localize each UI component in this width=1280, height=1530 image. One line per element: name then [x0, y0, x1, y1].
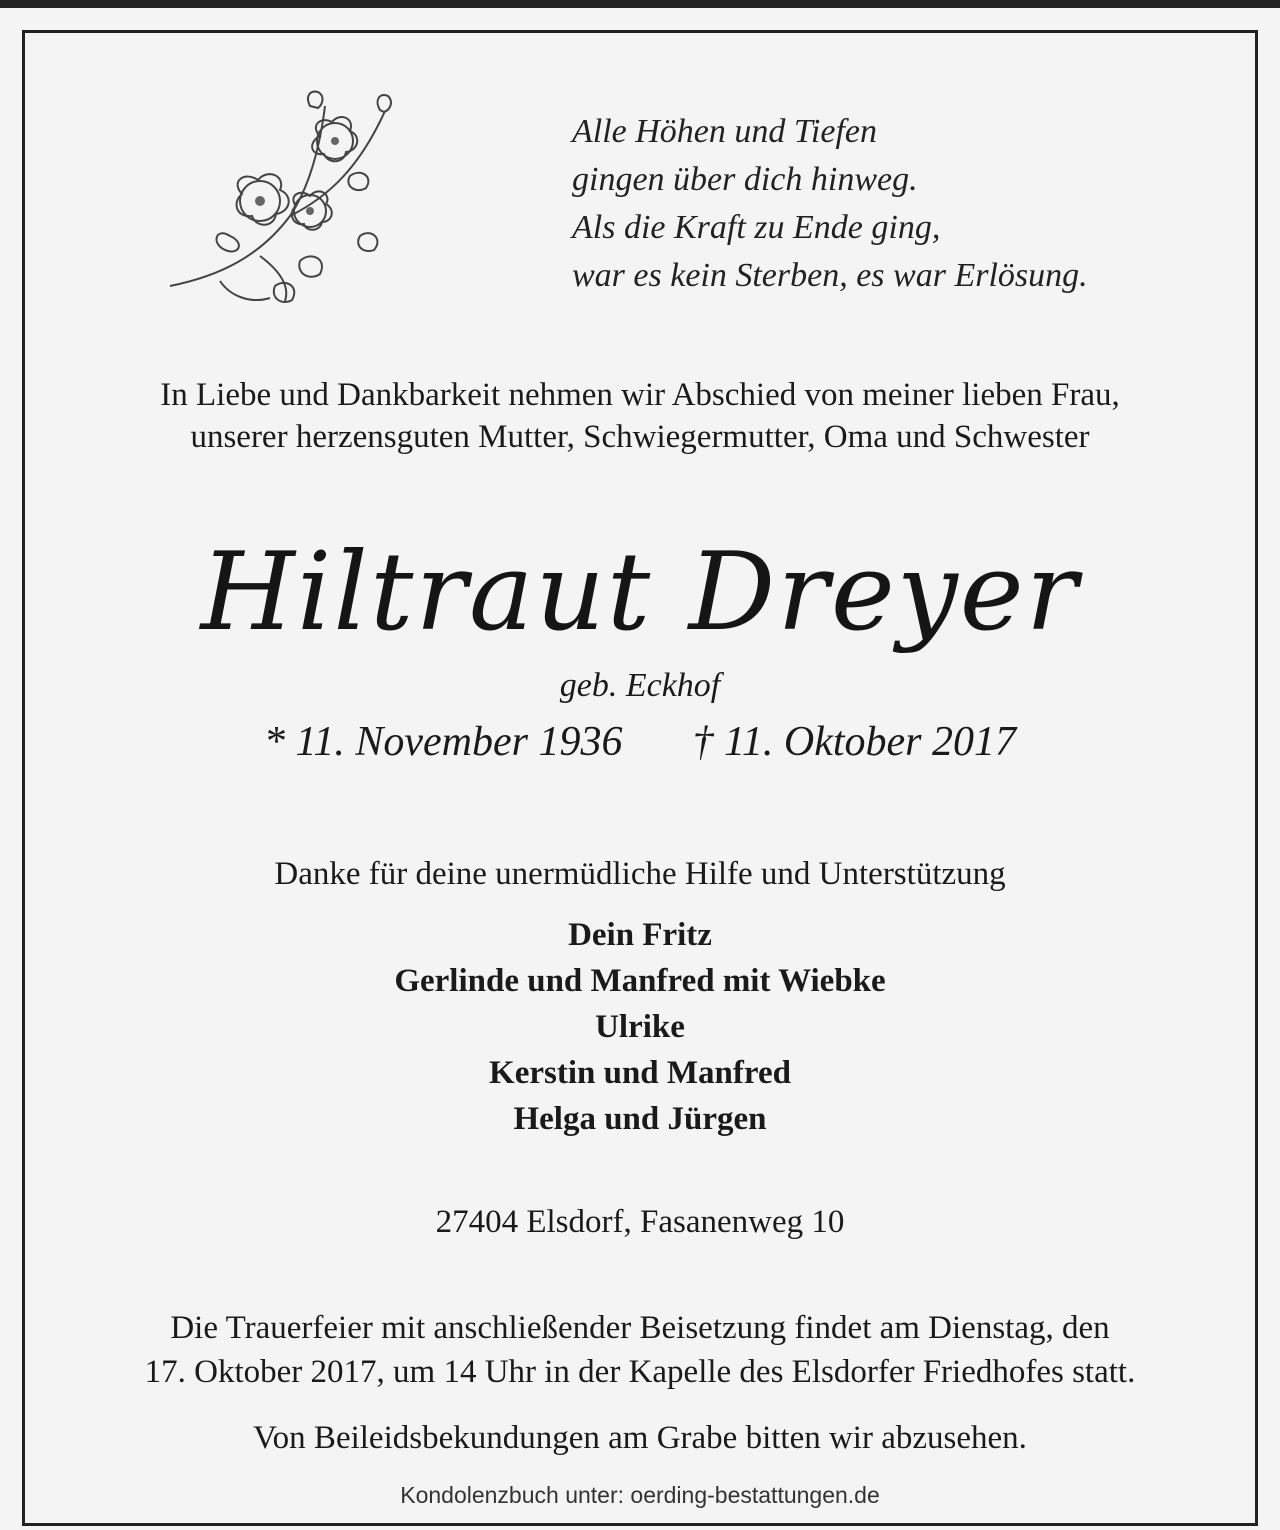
family-member: Ulrike — [595, 1009, 685, 1045]
family-member: Gerlinde und Manfred mit Wiebke — [394, 963, 886, 999]
service-line: 17. Oktober 2017, um 14 Uhr in der Kapelle des Elsdorfer Friedhofes statt. — [144, 1354, 1136, 1390]
address: 27404 Elsdorf, Fasanenweg 10 — [435, 1204, 845, 1240]
poem-line: war es kein Sterben, es war Erlösung. — [572, 257, 1088, 294]
condolence-request: Von Beileidsbekundungen am Grabe bitten wir abzusehen. — [253, 1420, 1027, 1456]
death-date: † 11. Oktober 2017 — [692, 719, 1016, 765]
family-signatures — [0, 912, 1280, 1142]
maiden-name: geb. Eckhof — [559, 667, 721, 704]
deceased-name: Hiltraut Dreyer — [200, 530, 1080, 655]
flower-branch-icon — [160, 86, 400, 316]
thanks-text: Danke für deine unermüdliche Hilfe und Unterstützung — [274, 856, 1006, 892]
intro-text — [0, 374, 1280, 458]
family-member: Kerstin und Manfred — [489, 1055, 791, 1091]
poem-line: gingen über dich hinweg. — [572, 161, 918, 198]
poem-line: Als die Kraft zu Ende ging, — [572, 209, 941, 246]
life-dates — [0, 716, 1280, 768]
family-member: Dein Fritz — [568, 917, 712, 953]
condolence-book-link[interactable]: Kondolenzbuch unter: oerding-bestattungen.de — [400, 1482, 880, 1508]
family-member: Helga und Jürgen — [513, 1101, 767, 1137]
service-line: Die Trauerfeier mit anschließender Beisetzung findet am Dienstag, den — [170, 1310, 1110, 1346]
birth-date: * 11. November 1936 — [263, 719, 623, 765]
intro-line: unserer herzensguten Mutter, Schwiegermutter, Oma und Schwester — [190, 419, 1090, 455]
service-info — [0, 1306, 1280, 1394]
poem-line: Alle Höhen und Tiefen — [572, 113, 878, 150]
poem — [572, 108, 1192, 300]
intro-line: In Liebe und Dankbarkeit nehmen wir Abschied von meiner lieben Frau, — [160, 377, 1120, 413]
